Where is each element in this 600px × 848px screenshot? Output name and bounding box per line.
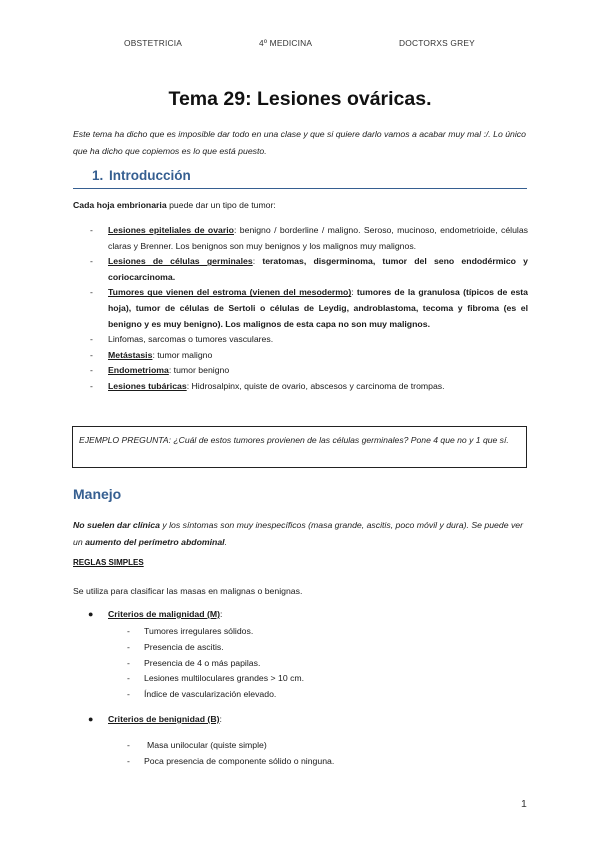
list-item: - Metástasis: tumor maligno	[73, 348, 528, 364]
list-item: - Tumores irregulares sólidos.	[127, 626, 254, 636]
list-item: - Presencia de 4 o más papilas.	[127, 657, 261, 668]
list-item: - Poca presencia de componente sólido o ninguna.	[127, 755, 335, 766]
item-label: Tumores que vienen del estroma (vienen del mesodermo)	[108, 287, 352, 298]
section-heading-manejo: Manejo	[73, 486, 122, 502]
list-item: - Presencia de ascitis.	[127, 641, 224, 652]
reglas-text: Se utiliza para clasificar las masas en malignas o benignas.	[73, 586, 303, 596]
list-item	[73, 332, 528, 348]
criterios-malignidad-label: Criterios de malignidad (M)	[108, 609, 220, 619]
list-item: - Endometrioma: tumor benigno	[73, 363, 528, 379]
dash-bullet: -	[90, 225, 93, 235]
manejo-bold-2: aumento del perímetro abdominal	[85, 537, 225, 547]
list-item: - Lesiones epiteliales de ovario: benigno / borderline / maligno. Seroso, mucinoso, endometrioide, células claras y Brenner. Los benignos son muy benignos y los malignos muy malignos.	[90, 225, 529, 251]
item-label: Lesiones tubáricas	[108, 380, 187, 391]
intro-paragraph	[73, 197, 528, 213]
page-title: Tema 29: Lesiones ováricas.	[168, 88, 432, 110]
intro-rest: puede dar un tipo de tumor:	[166, 200, 276, 210]
page-number: 1	[521, 798, 527, 810]
list-item: - Lesiones tubáricas: Hidrosalpinx, quiste de ovario, abscesos y carcinoma de trompas.	[73, 379, 528, 395]
header-subject: OBSTETRICIA	[124, 38, 183, 48]
item-label: Metástasis	[108, 349, 153, 360]
dash-bullet: -	[90, 256, 93, 267]
header-course: 4º MEDICINA	[259, 38, 313, 48]
dash-bullet: -	[90, 334, 93, 345]
section-number: 1.	[92, 168, 104, 183]
item-text: Linfomas, sarcomas o tumores vasculares.	[108, 334, 274, 345]
intro-note: Este tema ha dicho que es imposible dar todo en una clase y que si quiere darlo vamos a acabar muy mal :/. Lo único que ha dicho que copiemos es lo que está puesto.	[73, 129, 526, 156]
dash-bullet: -	[90, 349, 93, 360]
document-page: OBSTETRICIA 4º MEDICINA DOCTORXS GREY Tema 29: Lesiones ováricas. Este tema ha dicho que es imposible dar todo en una clase y que si quiere darlo vamos a acabar muy mal :/. Lo único que ha dicho que copiemos es lo que está puesto. 1. Introducción Cada hoja embrionaria puede dar un tipo de tumor: - Lesiones epiteliales de ovario: benigno / borderline / maligno. Seroso, mucinoso, endometrioide, células claras y Brenner. Los benignos son muy benignos y los malignos muy malignos. - Lesiones de células germinales: teratomas, disgerminoma, tumor del seno endodérmico y coriocarcinoma. - Tumores que vienen del estroma (vienen del mesodermo): tumores de la granulosa (típicos de esta hoja), tumor de células de Sertoli o células de Leydig, androblastoma, tecoma y fibroma (es el benigno y es muy benigno). Los malignos de esta capa no son muy malignos. - Linfomas, sarcomas o tumores vasculares. - Metástasis: tumor maligno - Endometrioma: tumor benigno - Lesiones tubáricas: Hidrosalpinx, quiste de ovario, abscesos y carcinoma de trompas. EJEMPLO PREGUNTA: ¿Cuál de estos tumores provienen de las células germinales? Pone 4 que no y 1 que sí. Manejo No suelen dar clínica y los síntomas son muy inespecíficos (masa grande, ascitis, poco móvil y dura). Se puede ver un aumento del perímetro abdominal. REGLAS SIMPLES Se utiliza para clasificar las masas en malignas o benignas. ● Criterios de malignidad (M): - Tumores irregulares sólidos. - Presencia de ascitis. - Presencia de 4 o más papilas. - Lesiones multiloculares grandes > 10 cm. - Índice de vascularización elevado. ● Criterios de benignidad (B): - Masa unilocular (quiste simple) - Poca presencia de componente sólido o ninguna. 1	[0, 0, 600, 848]
item-text: tumor benigno	[173, 365, 230, 376]
dash-bullet: -	[90, 287, 93, 298]
manejo-paragraph: No suelen dar clínica y los síntomas son muy inespecíficos (masa grande, ascitis, poco móvil y dura). Se puede ver un aumento del perímetro abdominal.	[73, 520, 524, 547]
item-label: Lesiones epiteliales de ovario	[108, 225, 234, 235]
list-item: - Índice de vascularización elevado.	[127, 689, 277, 700]
malignidad-list	[73, 624, 513, 703]
item-label: Lesiones de células germinales	[108, 256, 253, 267]
section-heading-introduccion	[73, 166, 527, 189]
list-item: - Lesiones multiloculares grandes > 10 cm.	[127, 673, 305, 684]
bullet-icon: ●	[88, 714, 94, 724]
intro-bold: Cada hoja embrionaria	[73, 200, 167, 210]
list-item: - Masa unilocular (quiste simple)	[127, 740, 267, 750]
tumor-list	[73, 223, 528, 395]
criterios-benignidad-label: Criterios de benignidad (B)	[108, 714, 220, 724]
benignidad-list	[73, 738, 513, 770]
list-item: - Tumores que vienen del estroma (vienen del mesodermo): tumores de la granulosa (típicos de esta hoja), tumor de células de Sertoli o células de Leydig, androblastoma, tecoma y fibroma (es el benigno y es muy benigno). Los malignos de esta capa no son muy malignos.	[90, 287, 529, 329]
item-text: tumores de la granulosa (típicos de esta hoja), tumor de células de Sertoli o células de Leydig, androblastoma, tecoma y fibroma (es el benigno y es muy benigno). Los malignos de esta capa no son muy malignos.	[108, 287, 529, 329]
bullet-icon: ●	[88, 609, 94, 619]
item-text: benigno / borderline / maligno. Seroso, mucinoso, endometrioide, células claras y Brenner. Los benignos son muy benignos y los malignos muy malignos.	[108, 225, 529, 251]
list-item: - Lesiones de células germinales: teratomas, disgerminoma, tumor del seno endodérmico y coriocarcinoma.	[90, 256, 528, 282]
item-label: Endometrioma	[108, 365, 169, 376]
item-text: Hidrosalpinx, quiste de ovario, abscesos y carcinoma de trompas.	[191, 380, 445, 391]
dash-bullet: -	[90, 365, 93, 376]
section-title: Introducción	[109, 168, 191, 183]
item-text: teratomas, disgerminoma, tumor del seno endodérmico y coriocarcinoma.	[108, 256, 528, 282]
dash-bullet: -	[90, 380, 93, 391]
header-author: DOCTORXS GREY	[399, 38, 475, 48]
example-question-box: EJEMPLO PREGUNTA: ¿Cuál de estos tumores provienen de las células germinales? Pone 4 que no y 1 que sí.	[72, 426, 527, 468]
manejo-bold-1: No suelen dar clínica	[73, 520, 160, 530]
item-text: tumor maligno	[157, 349, 213, 360]
reglas-simples-heading: REGLAS SIMPLES	[73, 558, 144, 567]
